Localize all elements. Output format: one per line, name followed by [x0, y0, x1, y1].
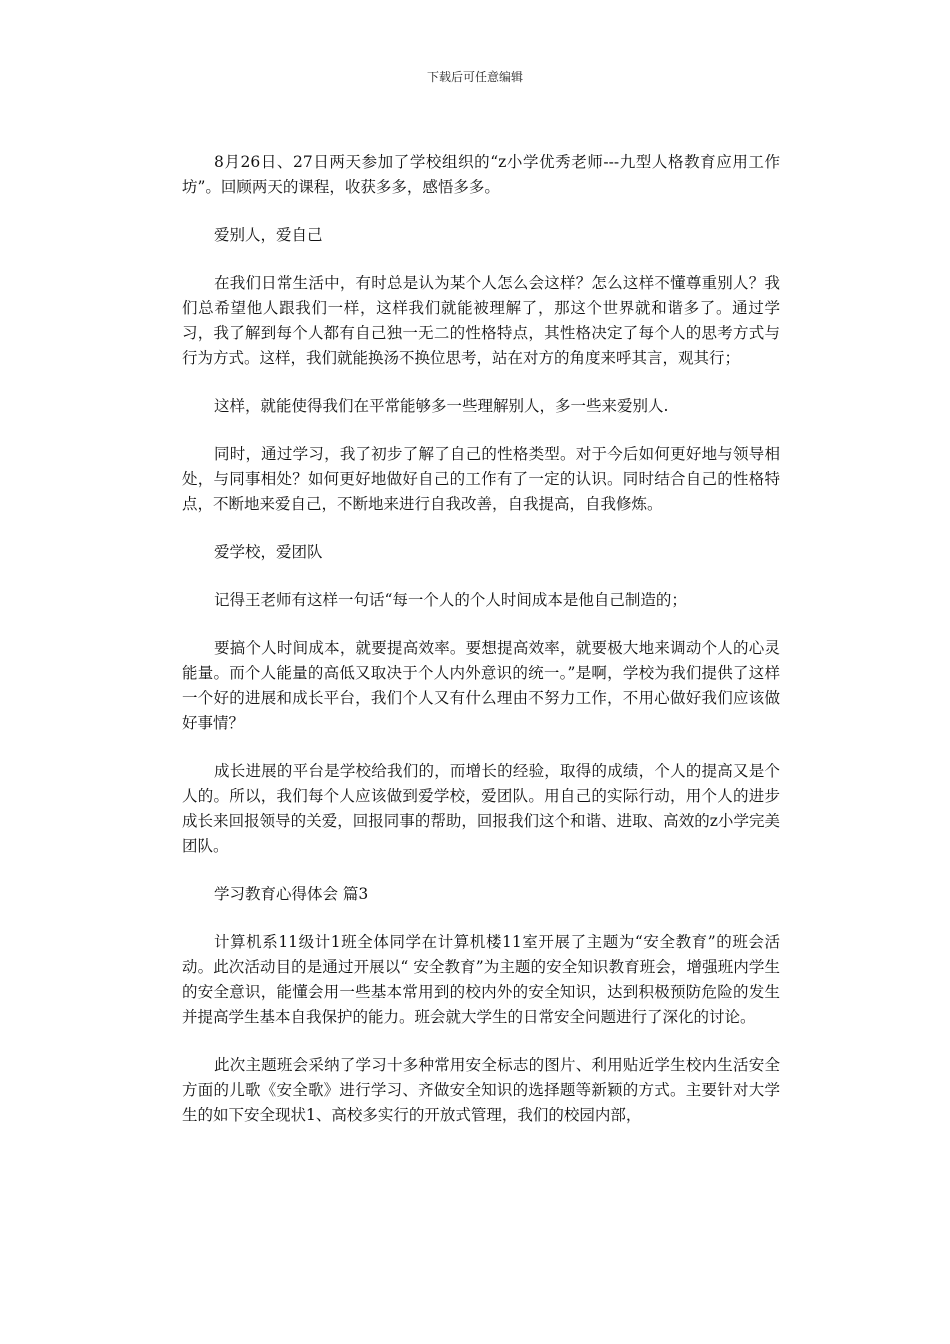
- section-heading-part-3: 学习教育心得体会 篇3: [214, 885, 369, 903]
- paragraph-understanding: 这样，就能使得我们在平常能够多一些理解别人，多一些来爱别人.: [214, 397, 669, 415]
- paragraph-class-meeting: 计算机系11级计1班全体同学在计算机楼11室开展了主题为“安全教育”的班会活动。此次活动目的是通过开展以“ 安全教育”为主题的安全知识教育班会，增强班内学生的安全意识，能懂会用一些基本常用到的校内外的安全知识，达到积极预防危险的发生并提高学生基本自我保护的能力。班会就大学生的日常安全问题进行了深化的讨论。: [182, 933, 780, 1026]
- paragraph-intro: 8月26日、27日两天参加了学校组织的“z小学优秀老师---九型人格教育应用工作坊”。回顾两天的课程，收获多多，感悟多多。: [182, 153, 780, 196]
- paragraph-efficiency: 要搞个人时间成本，就要提高效率。要想提高效率，就要极大地来调动个人的心灵能量。而个人能量的高低又取决于个人内外意识的统一。”是啊，学校为我们提供了这样一个好的进展和成长平台，我们个人又有什么理由不努力工作，不用心做好我们应该做好事情？: [182, 639, 780, 732]
- paragraph-daily-life: 在我们日常生活中，有时总是认为某个人怎么会这样？怎么这样不懂尊重别人？我们总希望他人跟我们一样，这样我们就能被理解了，那这个世界就和谐多了。通过学习，我了解到每个人都有自己独一无二的性格特点，其性格决定了每个人的思考方式与行为方式。这样，我们就能换汤不换位思考，站在对方的角度来呼其言，观其行；: [182, 274, 780, 367]
- paragraph-self-knowledge: 同时，通过学习，我了初步了解了自己的性格类型。对于今后如何更好地与领导相处，与同事相处？如何更好地做好自己的工作有了一定的认识。同时结合自己的性格特点，不断地来爱自己，不断地来进行自我改善，自我提高，自我修炼。: [182, 445, 780, 513]
- paragraph-teacher-quote: 记得王老师有这样一句话“每一个人的个人时间成本是他自己制造的；: [214, 591, 687, 609]
- document-body: [182, 150, 780, 1151]
- section-heading-love-others: 爱别人，爱自己: [214, 226, 323, 244]
- section-heading-love-school: 爱学校，爱团队: [214, 543, 323, 561]
- page-header: 下载后可任意编辑: [426, 70, 523, 84]
- paragraph-growth-platform: 成长进展的平台是学校给我们的，而增长的经验，取得的成绩，个人的提高又是个人的。所以，我们每个人应该做到爱学校，爱团队。用自己的实际行动，用个人的进步成长来回报领导的关爱，回报同事的帮助，回报我们这个和谐、进取、高效的z小学完美团队。: [182, 762, 780, 855]
- paragraph-safety-methods: 此次主题班会采纳了学习十多种常用安全标志的图片、利用贴近学生校内生活安全方面的儿歌《安全歌》进行学习、齐做安全知识的选择题等新颖的方式。主要针对大学生的如下安全现状1、高校多实行的开放式管理，我们的校园内部，: [182, 1056, 780, 1124]
